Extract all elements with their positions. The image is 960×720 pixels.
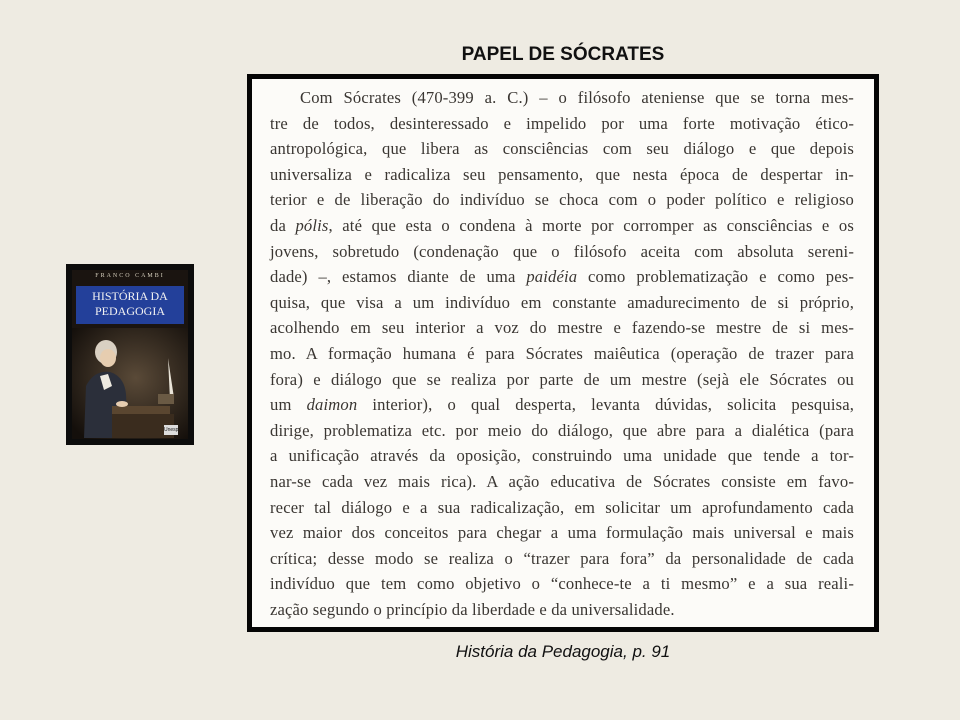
excerpt-italic-term: pólis	[295, 215, 329, 235]
source-caption: História da Pedagogia, p. 91	[455, 642, 671, 661]
excerpt-segment: dade) –, estamos diante de uma	[270, 267, 527, 287]
excerpt-line: Com Sócrates (470-399 a. C.) – o filósofo ateniense que se torna mes-	[300, 88, 854, 107]
excerpt-line: universaliza e radicaliza seu pensamento, que nesta época de despertar in-	[270, 164, 854, 184]
book-cover-inner	[72, 270, 188, 439]
book-title-line2: PEDAGOGIA	[95, 304, 165, 318]
excerpt-line: a unificação através da oposição, construindo uma unidade que tende a tor-	[270, 446, 854, 466]
excerpt-line	[270, 264, 854, 290]
book-author: FRANCO CAMBI	[95, 273, 165, 279]
excerpt-line: indivíduo que tem como objetivo o “conhece-te a ti mesmo” e a sua reali-	[270, 574, 854, 594]
book-title-box	[76, 286, 184, 324]
book-cover-painting	[72, 328, 188, 439]
excerpt-line: nar-se cada vez mais rica). A ação educativa de Sócrates consiste em favo-	[270, 471, 854, 491]
book-cover-image	[66, 264, 194, 445]
excerpt-segment: , até que esta o condena à morte por corromper as consciências e os	[328, 215, 854, 235]
excerpt-line: mo. A formação humana é para Sócrates maiêutica (operação de trazer para	[270, 343, 854, 363]
excerpt-line: jovens, sobretudo (condenação que o filósofo aceita com absoluta sereni-	[270, 241, 854, 261]
excerpt-italic-term: paidéia	[526, 267, 578, 287]
book-title-line1: HISTÓRIA DA	[92, 289, 168, 303]
excerpt-line: vez maior dos conceitos para chegar a uma formulação mais universal e mais	[270, 523, 854, 543]
excerpt-line: crítica; desse modo se realiza o “trazer para fora” da personalidade de cada	[270, 548, 854, 568]
excerpt-italic-term: daimon	[306, 395, 358, 415]
excerpt-line: zação segundo o princípio da liberdade e da universalidade.	[270, 599, 675, 619]
excerpt-line	[270, 392, 854, 418]
excerpt-line: fora) e diálogo que se realiza por parte de um mestre (sejà ele Sócrates ou	[270, 369, 854, 389]
excerpt-line: acolhendo em seu interior a voz do mestre e fazendo-se mestre de si mes-	[270, 318, 854, 338]
excerpt-segment: interior), o qual desperta, levanta dúvidas, solicita pesquisa,	[357, 395, 855, 415]
excerpt-line: terior e de liberação do indivíduo se choca com o poder político e religioso	[270, 190, 854, 210]
excerpt-line: antropológica, que libera as consciências com seu diálogo e que depois	[270, 139, 854, 159]
excerpt-line: dirige, problematiza etc. por meio do diálogo, que abre para a dialética (para	[270, 420, 854, 440]
excerpt-text	[270, 85, 854, 622]
scanned-text-excerpt	[247, 74, 879, 632]
excerpt-segment: um	[270, 395, 307, 415]
publisher-logo: Unesp	[164, 427, 179, 433]
excerpt-segment: da	[270, 215, 296, 235]
excerpt-line: recer tal diálogo e a sua radicalização, em solicitar um aprofundamento cada	[270, 497, 854, 517]
excerpt-line	[270, 213, 854, 239]
excerpt-line: quisa, que visa a um indivíduo em constante amadurecimento de si próprio,	[270, 292, 854, 312]
slide-title: PAPEL DE SÓCRATES	[461, 44, 665, 65]
excerpt-line: tre de todos, desinteressado e impelido por uma forte motivação ético-	[270, 113, 854, 133]
excerpt-segment: como problematização e como pes-	[577, 267, 854, 287]
